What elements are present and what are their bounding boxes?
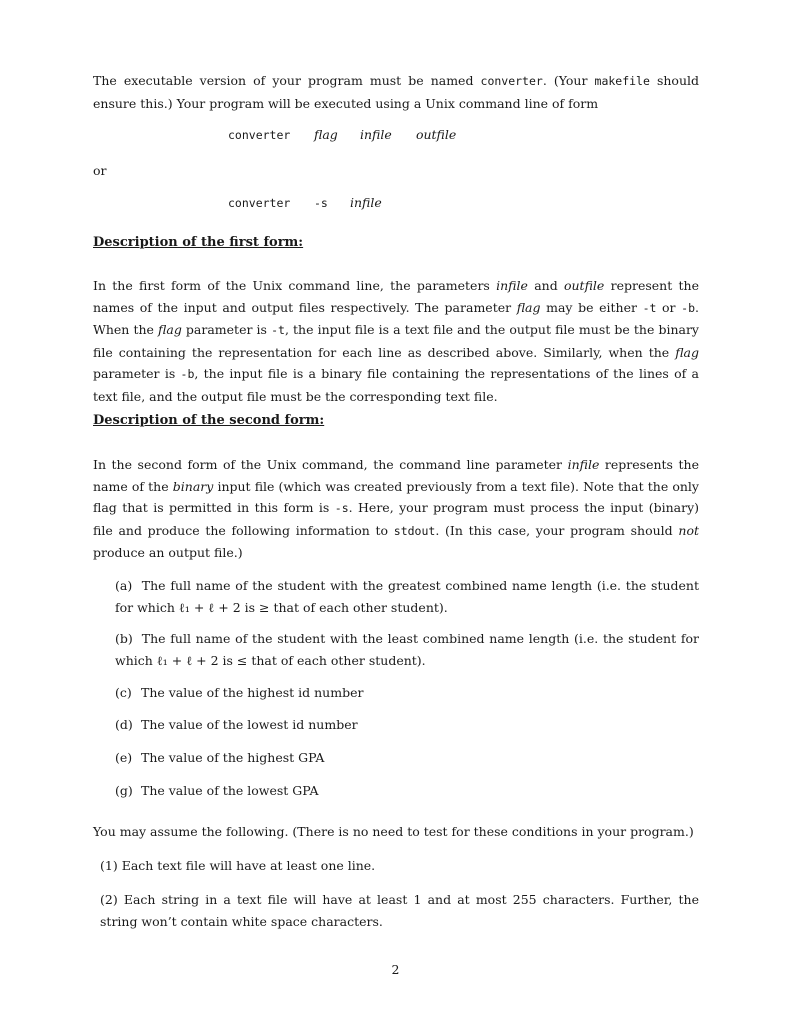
item-text: The value of the highest GPA bbox=[140, 750, 325, 765]
em: flag bbox=[675, 344, 699, 360]
condition-item bbox=[100, 855, 699, 877]
em: flag bbox=[158, 322, 182, 337]
item-label: (e) bbox=[115, 750, 133, 765]
command-name: converter bbox=[228, 128, 291, 142]
first-form-heading: Description of the first form: bbox=[93, 235, 304, 250]
arg-infile-2: infile bbox=[349, 195, 382, 210]
text: input file (which was created previously from a text file). Note that the only flag that is permitted in this form is bbox=[93, 478, 699, 515]
text: . Here, your program must process the input (binary) file and produce the following information to bbox=[93, 500, 700, 538]
intro-paragraph bbox=[93, 70, 699, 114]
code: -b bbox=[681, 300, 696, 315]
text: may be either bbox=[540, 299, 643, 315]
item-label: (b) bbox=[115, 631, 133, 646]
text: and bbox=[527, 278, 564, 293]
text: , the input file is a binary file containing the representations of the lines of a text file, and the output file must be the corresponding text file. bbox=[93, 366, 699, 404]
intro-text-3: should ensure this.) Your program will be executed using a Unix command line of form bbox=[93, 73, 700, 111]
condition-text: Each string in a text file will have at least 1 and at most 255 characters. Further, the string won’t contain white space characters. bbox=[100, 892, 699, 929]
command-form-2 bbox=[228, 195, 382, 210]
intro-text-2: . (Your bbox=[542, 73, 595, 88]
or-text: or bbox=[93, 163, 107, 178]
arg-outfile: outfile bbox=[415, 127, 457, 142]
executable-name: converter bbox=[480, 74, 543, 88]
em: infile bbox=[496, 278, 528, 293]
condition-text: Each text file will have at least one line. bbox=[121, 858, 376, 873]
code: stdout bbox=[393, 523, 436, 538]
arg-infile: infile bbox=[359, 127, 392, 142]
item-text: The value of the lowest id number bbox=[140, 717, 358, 732]
first-form-paragraph bbox=[93, 275, 699, 407]
condition-label: (1) bbox=[100, 858, 118, 873]
code: -b bbox=[180, 367, 195, 381]
item-label: (c) bbox=[115, 685, 132, 700]
em: flag bbox=[516, 299, 541, 315]
text: . When the bbox=[93, 299, 699, 337]
code: -t bbox=[642, 300, 657, 315]
list-item bbox=[115, 682, 699, 704]
second-form-heading: Description of the second form: bbox=[93, 413, 325, 428]
list-item bbox=[115, 575, 699, 618]
code: -t bbox=[271, 323, 285, 337]
page-number: 2 bbox=[391, 962, 400, 977]
text: represent the names of the input and output files respectively. The parameter bbox=[93, 278, 699, 315]
text: produce an output file.) bbox=[93, 545, 243, 560]
arg-s-flag: -s bbox=[313, 196, 328, 210]
list-item bbox=[115, 628, 699, 671]
item-text: The full name of the student with the greatest combined name length (i.e. the student for which ℓ₁ + ℓ + 2 is ≥ that of each other student). bbox=[115, 578, 699, 615]
command-form-1 bbox=[228, 127, 456, 142]
text: In the first form of the Unix command line, the parameters bbox=[93, 278, 497, 293]
item-text: The value of the lowest GPA bbox=[140, 783, 319, 798]
code: -s bbox=[334, 501, 349, 515]
item-label: (d) bbox=[115, 717, 133, 732]
condition-label: (2) bbox=[100, 892, 118, 907]
em: not bbox=[678, 522, 699, 538]
item-label: (a) bbox=[115, 578, 133, 593]
em: infile bbox=[567, 457, 600, 472]
item-text: The value of the highest id number bbox=[140, 685, 364, 700]
em: binary bbox=[172, 478, 214, 494]
item-text: The full name of the student with the least combined name length (i.e. the student for which ℓ₁ + ℓ + 2 is ≤ that of each other student). bbox=[115, 631, 699, 668]
text: represents the name of the bbox=[93, 457, 699, 494]
command-name-2: converter bbox=[228, 196, 291, 210]
list-item bbox=[115, 714, 699, 736]
intro-text-1: The executable version of your program must be named bbox=[93, 73, 481, 88]
assumption-intro: You may assume the following. (There is no need to test for these conditions in your program.) bbox=[93, 824, 694, 839]
text: . (In this case, your program should bbox=[435, 522, 679, 538]
arg-flag: flag bbox=[313, 127, 338, 142]
text: parameter is bbox=[181, 322, 272, 337]
second-form-paragraph bbox=[93, 454, 699, 564]
text: or bbox=[656, 299, 682, 315]
text: In the second form of the Unix command, the command line parameter bbox=[93, 457, 568, 472]
text: parameter is bbox=[93, 366, 181, 381]
list-item bbox=[115, 780, 699, 802]
makefile-name: makefile bbox=[594, 74, 650, 88]
condition-item bbox=[100, 889, 699, 932]
text: , the input file is a text file and the output file must be the binary file containing the representation for each line as described above. Similarly, when the bbox=[93, 322, 699, 360]
em: outfile bbox=[563, 278, 605, 293]
list-item bbox=[115, 747, 699, 769]
item-label: (g) bbox=[115, 783, 133, 798]
